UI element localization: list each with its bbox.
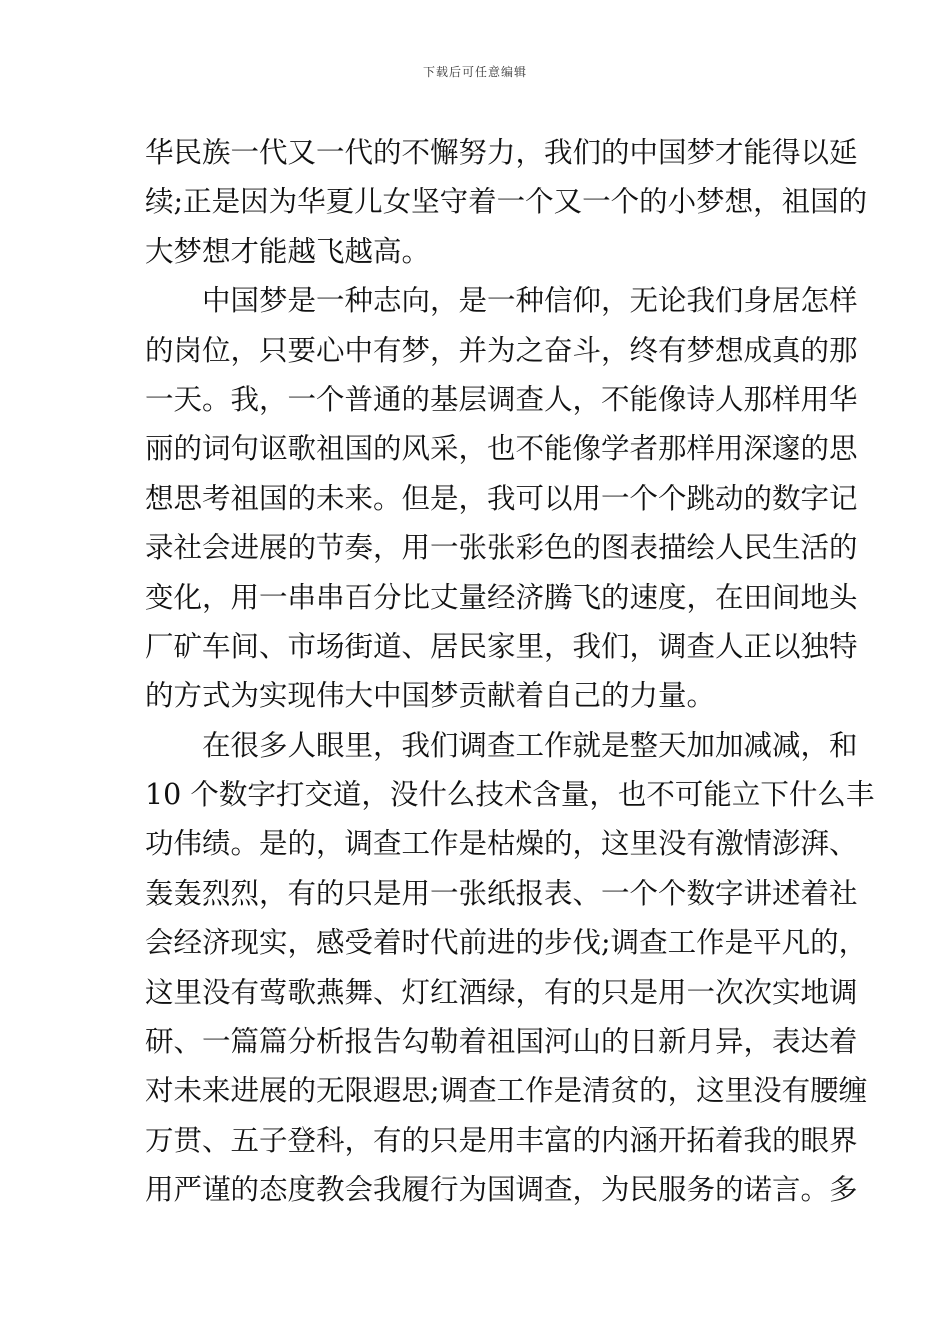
text-line: 用严谨的态度教会我履行为国调查，为民服务的诺言。多 [145,1173,858,1207]
page-header: 下载后可任意编辑 [422,65,527,79]
text-line: 厂矿车间、市场街道、居民家里，我们，调查人正以独特 [145,629,858,663]
paragraph-1 [145,128,868,276]
text-line: 这里没有莺歌燕舞、灯红酒绿，有的只是用一次次实地调 [145,975,858,1009]
text-line: 在很多人眼里，我们调查工作就是整天加加减减，和 [202,728,858,762]
text-line: 对未来进展的无限遐思;调查工作是清贫的，这里没有腰缠 [145,1074,868,1108]
text-line: 的方式为实现伟大中国梦贡献着自己的力量。 [145,679,716,713]
text-line: 华民族一代又一代的不懈努力，我们的中国梦才能得以延 [145,136,858,169]
text-line: 中国梦是一种志向，是一种信仰，无论我们身居怎样 [202,284,858,318]
text-line: 想思考祖国的未来。但是，我可以用一个个跳动的数字记 [145,481,858,515]
text-line: 的岗位，只要心中有梦，并为之奋斗，终有梦想成真的那 [145,333,858,367]
document-body [145,128,875,1215]
text-line: 变化，用一串串百分比丈量经济腾飞的速度，在田间地头 [145,580,858,614]
text-line: 大梦想才能越飞越高。 [145,234,431,268]
text-line: 会经济现实，感受着时代前进的步伐;调查工作是平凡的， [145,926,868,960]
text-line: 录社会进展的节奏，用一张张彩色的图表描绘人民生活的 [145,531,858,565]
text-line: 万贯、五子登科，有的只是用丰富的内涵开拓着我的眼界 [145,1123,858,1157]
text-line: 一天。我，一个普通的基层调查人，不能像诗人那样用华 [145,382,858,416]
paragraph-2 [145,276,858,721]
text-line: 丽的词句讴歌祖国的风采，也不能像学者那样用深邃的思 [145,432,858,466]
text-line: 研、一篇篇分析报告勾勒着祖国河山的日新月异，表达着 [145,1025,858,1059]
text-line: 续;正是因为华夏儿女坚守着一个又一个的小梦想，祖国的 [145,185,868,219]
text-line: 轰轰烈烈，有的只是用一张纸报表、一个个数字讲述着社 [145,876,858,910]
text-line: 功伟绩。是的，调查工作是枯燥的，这里没有激情澎湃、 [145,827,858,861]
paragraph-3 [145,721,875,1215]
text-line: 10 个数字打交道，没什么技术含量，也不可能立下什么丰 [145,778,875,812]
